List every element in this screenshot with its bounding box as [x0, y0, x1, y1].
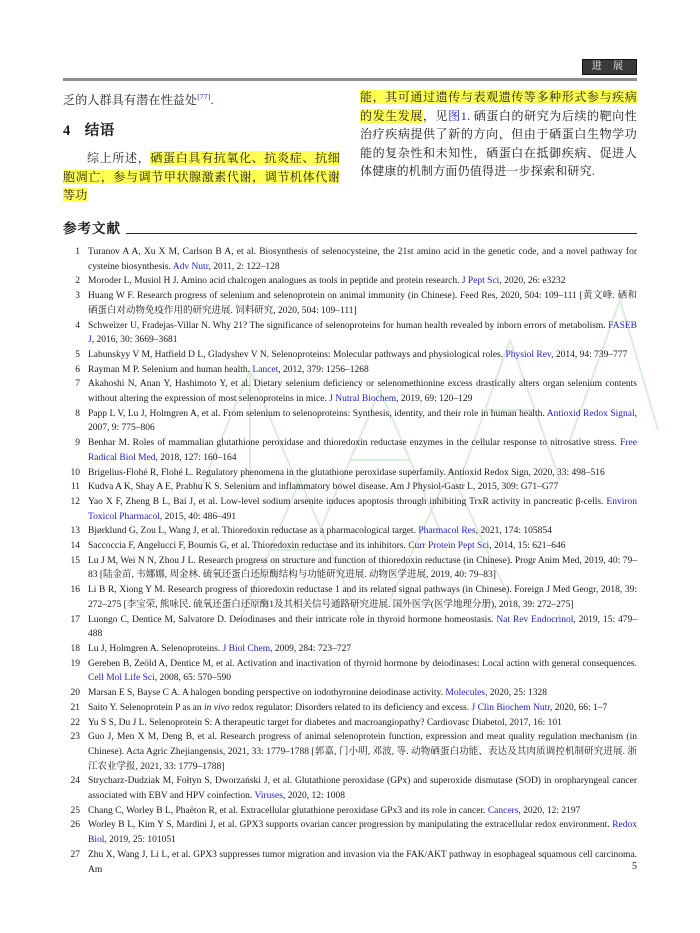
text-run: Luongo C, Dentice M, Salvatore D. Deiodinases and their intricate role in thyroid hormone homeostasis. [88, 614, 497, 625]
text-run: Turanov A A, Xu X M, Carlson B A, et al. Biosynthesis of selenocysteine, the 21st amino acid in the genetic code, and a novel pathway for cysteine biosynthesis. [88, 247, 637, 272]
reference-text [88, 436, 637, 465]
reference-text [88, 348, 637, 363]
text-run: , 2008, 65: 570–590 [154, 673, 232, 684]
reference-item [63, 348, 637, 363]
inline-link[interactable]: Free Radical Biol Med [88, 438, 637, 463]
inline-link[interactable]: Antioxid Redox Signal [546, 408, 635, 419]
text-run: , 2012, 379: 1256–1268 [278, 364, 369, 375]
text-run: Lu J, Holmgren A. Selenoproteins. [88, 643, 223, 654]
text-run: , 2014, 94: 739–777 [551, 349, 628, 360]
reference-number: 8 [75, 408, 80, 419]
reference-text [88, 274, 637, 289]
reference-text [88, 848, 637, 877]
reference-text [88, 818, 637, 847]
reference-item [63, 524, 637, 539]
reference-number: 6 [75, 364, 80, 375]
reference-text [88, 804, 637, 819]
reference-item [63, 245, 637, 274]
reference-text [88, 554, 637, 583]
text-run: Marsan E S, Bayse C A. A halogen bonding perspective on iodothyronine deiodinase activity. [88, 688, 446, 699]
reference-item [63, 363, 637, 378]
reference-number: 10 [70, 467, 80, 478]
reference-number: 22 [70, 717, 80, 728]
conclusion-paragraph-right [360, 88, 637, 181]
right-column [360, 88, 637, 205]
reference-number: 1 [75, 247, 80, 257]
reference-item [63, 818, 637, 847]
page-number: 5 [632, 861, 637, 872]
reference-number: 20 [70, 688, 80, 699]
inline-link[interactable]: J Nutral Biochem [329, 394, 397, 405]
reference-text [88, 289, 637, 318]
text-run: Guo J, Men X M, Deng B, et al. Research progress of animal selenoprotein function, expression and meat quality regulation mechanism (in Chinese). Acta Agric Zhejiangensis, 2021, 33: 1779–1788 [郭嘉, 门小明, 邓波, 等. 动物硒蛋白功能、表达及其肉质调控机制研究进展. 浙江农业学报, 2021, 33: 1779–1788] [88, 732, 637, 772]
text-run: Labunskyy V M, Hatfield D L, Gladyshev V N. Selenoproteins: Molecular pathways and physiological roles. [88, 349, 506, 360]
text-run: , 2009, 284: 723–727 [270, 643, 352, 654]
inline-link[interactable]: J Biol Chem [222, 643, 271, 654]
text-run: , 2020, 12: 2197 [518, 805, 581, 816]
reference-item [63, 539, 637, 554]
section-badge: 进 展 [582, 59, 637, 75]
reference-text [88, 466, 637, 481]
reference-item [63, 657, 637, 686]
reference-item [63, 274, 637, 289]
text-run: Bjørklund G, Zou L, Wang J, et al. Thioredoxin reductase as a pharmacological target. [88, 526, 419, 537]
inline-link[interactable]: J Pept Sci [461, 276, 500, 287]
text-run: Papp L V, Lu J, Holmgren A, et al. From selenium to selenoproteins: Synthesis, identity, and their role in human health. [88, 408, 547, 419]
text-run: , 2016, 30: 3669–3681 [91, 335, 178, 346]
text-run: , 2020, 25: 1328 [485, 688, 548, 699]
text-run: . 硒蛋白的研究为后续的靶向性治疗疾病提供了新的方向，但由于硒蛋白生物学功能的复杂性和未知性，硒蛋白在抵御疾病、促进人体健康的机制方面仍值得进一步探索和研究. [360, 108, 637, 179]
text-run: Zhu X, Wang J, Li L, et al. GPX3 suppresses tumor migration and invasion via the FAK/AKT pathway in esophageal squamous cell carcinoma. Am [88, 849, 637, 875]
reference-text [88, 657, 637, 686]
text-run: Rayman M P. Selenium and human health. [88, 364, 253, 375]
reference-item [63, 716, 637, 731]
reference-item [63, 804, 637, 819]
text-run: , 2019, 15: 479–488 [88, 614, 638, 640]
text-run: Akahoshi N, Anan Y, Hashimoto Y, et al. Dietary selenium deficiency or selenomethionine excess drastically alters organ selenium contents without altering the expression of most selenoproteins in mice. [88, 379, 637, 405]
text-run: 综上所述， [87, 151, 151, 166]
inline-link[interactable]: Viruses [254, 791, 283, 802]
text-run: in vivo [204, 702, 230, 713]
left-column [63, 88, 340, 205]
inline-link[interactable]: J Clin Biochem Nutr [471, 702, 551, 713]
reference-number: 18 [70, 643, 80, 654]
reference-text [88, 583, 637, 612]
reference-text [88, 363, 637, 378]
reference-text [88, 245, 637, 274]
text-run: Chang C, Worley B L, Phaëton R, et al. Extracellular glutathione peroxidase GPx3 and its role in cancer. [88, 805, 488, 816]
reference-item [63, 466, 637, 481]
reference-item [63, 377, 637, 406]
reference-number: 7 [75, 379, 80, 390]
text-run: Moroder L, Musiol H J. Amino acid chalcogen analogues as tools in peptide and protein research. [88, 276, 462, 287]
reference-item [63, 583, 637, 612]
reference-item [63, 686, 637, 701]
text-run: ，见 [422, 108, 449, 123]
text-run: , 2015, 40: 486–491 [159, 511, 237, 522]
text-run: redox regulator: Disorders related to its deficiency and excess. [229, 702, 472, 713]
inline-link[interactable]: Adv Nutr [172, 261, 209, 272]
reference-number: 25 [70, 805, 80, 816]
reference-text [88, 319, 637, 348]
header-rule [63, 78, 637, 81]
inline-link[interactable]: Cell Mol Life Sci [88, 673, 155, 684]
reference-text [88, 407, 637, 436]
text-run: Yao X F, Zheng B L, Bai J, et al. Low-level sodium arsenite induces apoptosis through inhibiting TrxR activity in pancreatic β-cells. [88, 496, 607, 507]
text-run: , 2020, 26: e3232 [499, 276, 566, 287]
reference-item [63, 407, 637, 436]
reference-number: 11 [70, 482, 80, 493]
reference-number: 13 [70, 526, 80, 537]
text-run: , 2014, 15: 621–646 [489, 541, 566, 552]
inline-link[interactable]: Nat Rev Endocrinol [496, 614, 574, 625]
reference-number: 24 [70, 776, 80, 787]
conclusion-heading-text: 结语 [84, 122, 115, 139]
reference-number: 19 [70, 658, 80, 669]
text-run: Saccoccia F, Angelucci F, Boumis G, et al. Thioredoxin reductase and its inhibitors. [88, 541, 409, 552]
reference-number: 17 [70, 614, 80, 625]
inline-link[interactable]: Redox Biol [88, 820, 637, 846]
references-heading-rule [126, 233, 637, 234]
reference-number: 14 [70, 541, 80, 552]
inline-link[interactable]: Environ Toxicol Pharmacol [88, 496, 637, 522]
text-run: , 2019, 69: 120–129 [396, 394, 473, 405]
text-run: , 2020, 12: 1008 [282, 791, 345, 802]
text-run: . [210, 93, 214, 107]
reference-number: 16 [70, 585, 80, 596]
reference-item [63, 289, 637, 318]
text-run: 能，其可通过遗传与表观遗传等多种形式参与疾病的发生发展 [360, 90, 637, 123]
text-run: , 2018, 127: 160–164 [155, 452, 237, 463]
paragraph-continuation [63, 88, 340, 110]
reference-number: 27 [70, 849, 80, 860]
reference-text [88, 480, 637, 495]
conclusion-heading [63, 122, 340, 141]
text-run: 硒蛋白具有抗氧化、抗炎症、抗细胞凋亡，参与调节甲状腺激素代谢，调节机体代谢等功 [63, 151, 340, 203]
reference-number: 3 [75, 291, 80, 302]
inline-link[interactable]: Pharmacol Res [418, 526, 476, 537]
text-run: Brigelius-Flohé R, Flohé L. Regulatory phenomena in the glutathione peroxidase superfamily. Antioxid Redox Sign, 2020, 33: 498–516 [88, 467, 605, 478]
reference-number: 5 [75, 349, 80, 360]
reference-item [63, 554, 637, 583]
text-run: Worley B L, Kim Y S, Mardini J, et al. GPX3 supports ovarian cancer progression by manipulating the extracellular redox environment. [88, 820, 613, 831]
text-run: Kudva A K, Shay A E, Prabhu K S. Selenium and inflammatory bowel disease. Am J Physiol-Gastr L, 2015, 309: G71–G77 [88, 482, 559, 493]
references-list [63, 245, 637, 877]
reference-text [88, 524, 637, 539]
page-header [63, 59, 637, 81]
text-run: , 2007, 9: 775–806 [88, 408, 637, 434]
reference-text [88, 539, 637, 554]
inline-link[interactable]: Lancet [252, 364, 279, 375]
inline-link[interactable]: FASEB J [88, 320, 637, 346]
text-run: Yu S S, Du J L. Selenoprotein S: A therapeutic target for diabetes and macroangiopathy? Cardiovasc Diabetol, 2017, 16: 101 [88, 717, 562, 728]
reference-text [88, 495, 637, 524]
text-run: , 2021, 174: 105854 [475, 526, 552, 537]
inline-link[interactable]: 图1 [448, 108, 467, 123]
inline-link[interactable]: Curr Protein Pept Sci [408, 541, 490, 552]
reference-item [63, 495, 637, 524]
conclusion-heading-number: 4 [63, 122, 71, 139]
reference-number: 4 [75, 320, 80, 331]
reference-item [63, 319, 637, 348]
text-run: Lu J M, Wei N N, Zhou J L. Research progress on structure and function of thioredoxin reductase (in Chinese). Progr Anim Med, 2019, 40: 79–83 [陆金苗, 韦娜娜, 周金林. 硫氧还蛋白还原酶结构与功能研究进展. 动物医学进展, 2019, 40: 79–83] [88, 555, 637, 581]
text-run: Gereben B, Zeöld A, Dentice M, et al. Activation and inactivation of thyroid hormone by deiodinases: Local action with general consequences. [88, 658, 637, 669]
reference-item [63, 613, 637, 642]
conclusion-section [63, 88, 637, 205]
reference-text [88, 701, 637, 716]
reference-item [63, 774, 637, 803]
reference-text [88, 613, 637, 642]
reference-item [63, 730, 637, 774]
reference-item [63, 642, 637, 657]
reference-item [63, 848, 637, 877]
text-run: Saito Y. Selenoprotein P as an [88, 702, 205, 713]
text-run: 乏的人群具有潜在性益处 [63, 93, 198, 107]
reference-item [63, 480, 637, 495]
reference-item [63, 436, 637, 465]
text-run: Schweizer U, Fradejas-Villar N. Why 21? The significance of selenoproteins for human health revealed by inborn errors of metabolism. [88, 320, 609, 331]
reference-text [88, 730, 637, 774]
reference-number: 23 [70, 732, 80, 743]
text-run: Li B R, Xiong Y M. Research progress of thioredoxin reductase 1 and its related signal pathways (in Chinese). Foreign J Med Geogr, 2018, 39: 272–275 [李宝荣, 熊咏民. 硫氧还蛋白还原酶1及其相关信号通路研究进展. 国外医学(医学地理分册), 2018, 39: 272–275] [88, 585, 637, 610]
reference-text [88, 377, 637, 406]
text-run: Benhar M. Roles of mammalian glutathione peroxidase and thioredoxin reductase enzymes in the cellular response to nitrosative stress. [88, 438, 621, 449]
text-run: Strycharz-Dudziak M, Fołtyn S, Dworzański J, et al. Glutathione peroxidase (GPx) and superoxide dismutase (SOD) in oropharyngeal cancer associated with EBV and HPV coinfection. [88, 776, 637, 802]
reference-item [63, 701, 637, 716]
citation-link[interactable]: [77] [197, 92, 211, 101]
inline-link[interactable]: Molecules [445, 688, 485, 699]
reference-text [88, 686, 637, 701]
reference-text [88, 716, 637, 731]
references-header [63, 217, 637, 237]
reference-number: 26 [70, 820, 80, 831]
inline-link[interactable]: Cancers [487, 805, 519, 816]
reference-number: 2 [75, 276, 80, 287]
text-run: , 2020, 66: 1–7 [550, 702, 608, 713]
conclusion-paragraph-left [63, 149, 340, 205]
text-run: Huang W F. Research progress of selenium and selenoprotein on animal immunity (in Chinese). Feed Res, 2020, 504: 109–111 [黄文峰. 硒和硒蛋白对动物免疫作用的研究进展. 饲料研究, 2020, 504: 109–111] [88, 291, 637, 316]
reference-number: 21 [70, 702, 80, 713]
reference-text [88, 774, 637, 803]
text-run: , 2011, 2: 122–128 [208, 261, 280, 272]
reference-number: 15 [70, 555, 80, 566]
reference-number: 12 [70, 496, 80, 507]
reference-number: 9 [75, 438, 80, 449]
text-run: , 2019, 25: 101051 [104, 835, 176, 846]
references-heading: 参考文献 [63, 221, 121, 236]
reference-text [88, 642, 637, 657]
inline-link[interactable]: Physiol Rev [505, 349, 552, 360]
